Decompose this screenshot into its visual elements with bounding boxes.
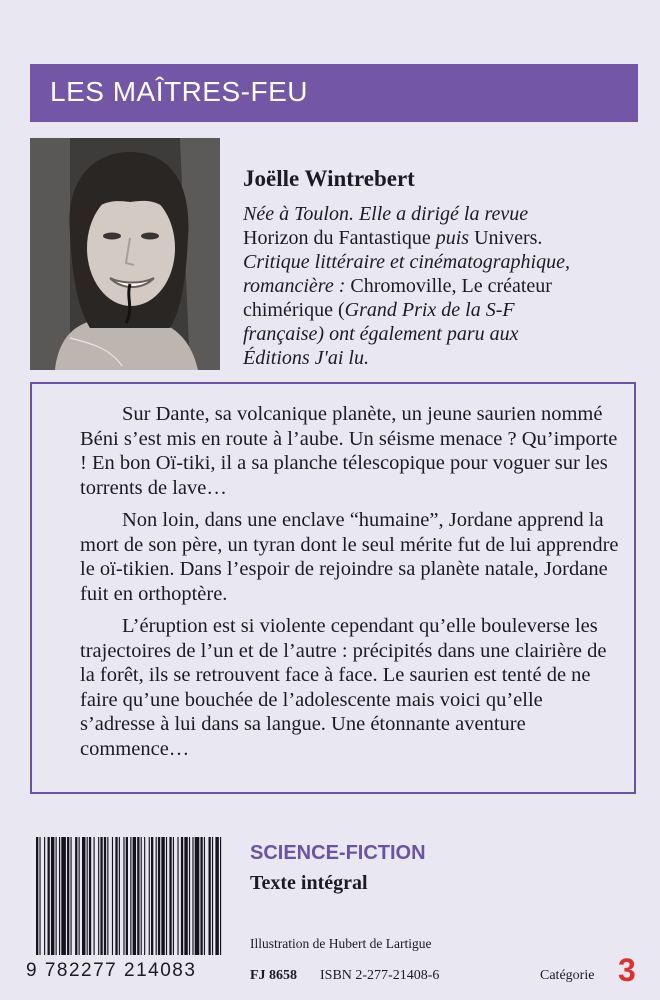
- barcode-bar: [137, 837, 139, 955]
- bio-text-run: française) ont également paru aux: [243, 323, 519, 345]
- author-name: Joëlle Wintrebert: [243, 166, 415, 191]
- barcode-bar: [71, 837, 72, 955]
- barcode-bar: [200, 837, 202, 955]
- barcode-bar: [144, 837, 145, 955]
- bio-text-run: Univers.: [469, 227, 543, 249]
- author-photo: [30, 138, 220, 370]
- bio-text-run: Critique littéraire et cinématographique,: [243, 251, 570, 273]
- blurb-box: [30, 382, 636, 794]
- category-number: 3: [618, 952, 636, 988]
- barcode-bar: [119, 837, 120, 955]
- barcode-bar: [61, 837, 66, 955]
- barcode-bar: [115, 837, 117, 955]
- barcode-bar: [87, 837, 88, 955]
- barcode-bar: [75, 837, 77, 955]
- bio-line: [243, 322, 638, 346]
- bio-line: [243, 202, 638, 226]
- barcode-bar: [189, 837, 190, 955]
- barcode-bar: [100, 837, 102, 955]
- bio-text-run: Éditions J'ai lu.: [243, 347, 369, 369]
- barcode-bar: [215, 837, 218, 955]
- barcode: [26, 832, 230, 988]
- barcode-bar: [166, 837, 167, 955]
- barcode-bar: [212, 837, 213, 955]
- bio-line: [243, 298, 638, 322]
- blurb-paragraph: Non loin, dans une enclave “humaine”, Jordane apprend la mort de son père, un tyran dont le seul mérite fut de lui apprendre le oï-tikien. Dans l’espoir de rejoindre sa planète natale, Jordane fuit en orthoptère.: [80, 509, 619, 605]
- barcode-bar: [177, 837, 178, 955]
- bio-line: [243, 226, 638, 250]
- barcode-icon: [36, 837, 222, 955]
- barcode-bar: [36, 837, 38, 955]
- barcode-bar: [151, 837, 153, 955]
- barcode-bar: [51, 837, 54, 955]
- fj-code: FJ 8658: [250, 968, 298, 983]
- bio-line: [243, 346, 638, 370]
- barcode-bar: [161, 837, 164, 955]
- barcode-bar: [104, 837, 106, 955]
- barcode-bar: [79, 837, 80, 955]
- bio-text-run: chimérique (: [243, 299, 345, 321]
- bio-line: [243, 274, 638, 298]
- barcode-bar: [133, 837, 136, 955]
- barcode-digits: 9 782277 214083: [26, 960, 197, 981]
- barcode-bar: [184, 837, 187, 955]
- author-bio: [243, 202, 638, 370]
- bio-text-run: romancière :: [243, 275, 351, 297]
- bio-line: [243, 250, 638, 274]
- barcode-bar: [56, 837, 57, 955]
- barcode-bar: [195, 837, 200, 955]
- author-portrait-icon: [30, 138, 220, 370]
- barcode-bar: [141, 837, 142, 955]
- barcode-bar: [158, 837, 160, 955]
- barcode-bar: [130, 837, 131, 955]
- bio-text-run: Née à Toulon. Elle a dirigé la revue: [243, 203, 529, 225]
- barcode-bar: [107, 837, 108, 955]
- barcode-bar: [82, 837, 85, 955]
- series-title: LES MAÎTRES-FEU: [50, 76, 308, 107]
- barcode-bar: [48, 837, 50, 955]
- barcode-bar: [126, 837, 128, 955]
- barcode-bar: [67, 837, 69, 955]
- illustration-credit: Illustration de Hubert de Lartigue: [250, 936, 432, 951]
- barcode-bar: [192, 837, 193, 955]
- barcode-bar: [156, 837, 157, 955]
- barcode-bar: [204, 837, 205, 955]
- barcode-bar: [98, 837, 99, 955]
- blurb-paragraph: Sur Dante, sa volcanique planète, un jeune saurien nommé Béni s’est mis en route à l’aube. Un séisme menace ? Qu’importe ! En bon Oï-tiki, il a sa planche télescopique pour voguer sur les torrents de lave…: [80, 403, 618, 499]
- barcode-bar: [209, 837, 211, 955]
- barcode-bar: [149, 837, 150, 955]
- barcode-bar: [39, 837, 40, 955]
- bio-text-run: Grand Prix de la S-F: [344, 299, 515, 321]
- barcode-bar: [181, 837, 183, 955]
- bio-text-run: puis: [435, 227, 470, 249]
- series-banner: [30, 64, 638, 122]
- barcode-bar: [44, 837, 45, 955]
- barcode-bar: [123, 837, 124, 955]
- genre-label: SCIENCE-FICTION: [250, 842, 426, 864]
- bio-text-run: Chromoville, Le créateur: [350, 275, 552, 297]
- bio-text-run: Horizon du Fantastique: [243, 227, 436, 249]
- blurb-paragraph: L’éruption est si violente cependant qu’elle bouleverse les trajectoires de l’un et de l’autre : précipités dans une clairière de la forêt, ils se retrouvent face à face. Le saurien est tenté de ne faire qu’une bouchée de l’adolescente mais voici qu’elle s’adresse à lui dans sa langue. Une étonnante aventure commence…: [80, 615, 607, 760]
- edition-label: Texte intégral: [250, 872, 368, 894]
- barcode-bar: [169, 837, 171, 955]
- barcode-bar: [173, 837, 174, 955]
- barcode-bar: [89, 837, 91, 955]
- barcode-bar: [94, 837, 95, 955]
- barcode-bar: [220, 837, 221, 955]
- category-label: Catégorie: [540, 968, 595, 983]
- isbn: ISBN 2-277-21408-6: [320, 968, 440, 983]
- blurb-text: [80, 402, 620, 769]
- barcode-bar: [59, 837, 60, 955]
- barcode-bar: [112, 837, 113, 955]
